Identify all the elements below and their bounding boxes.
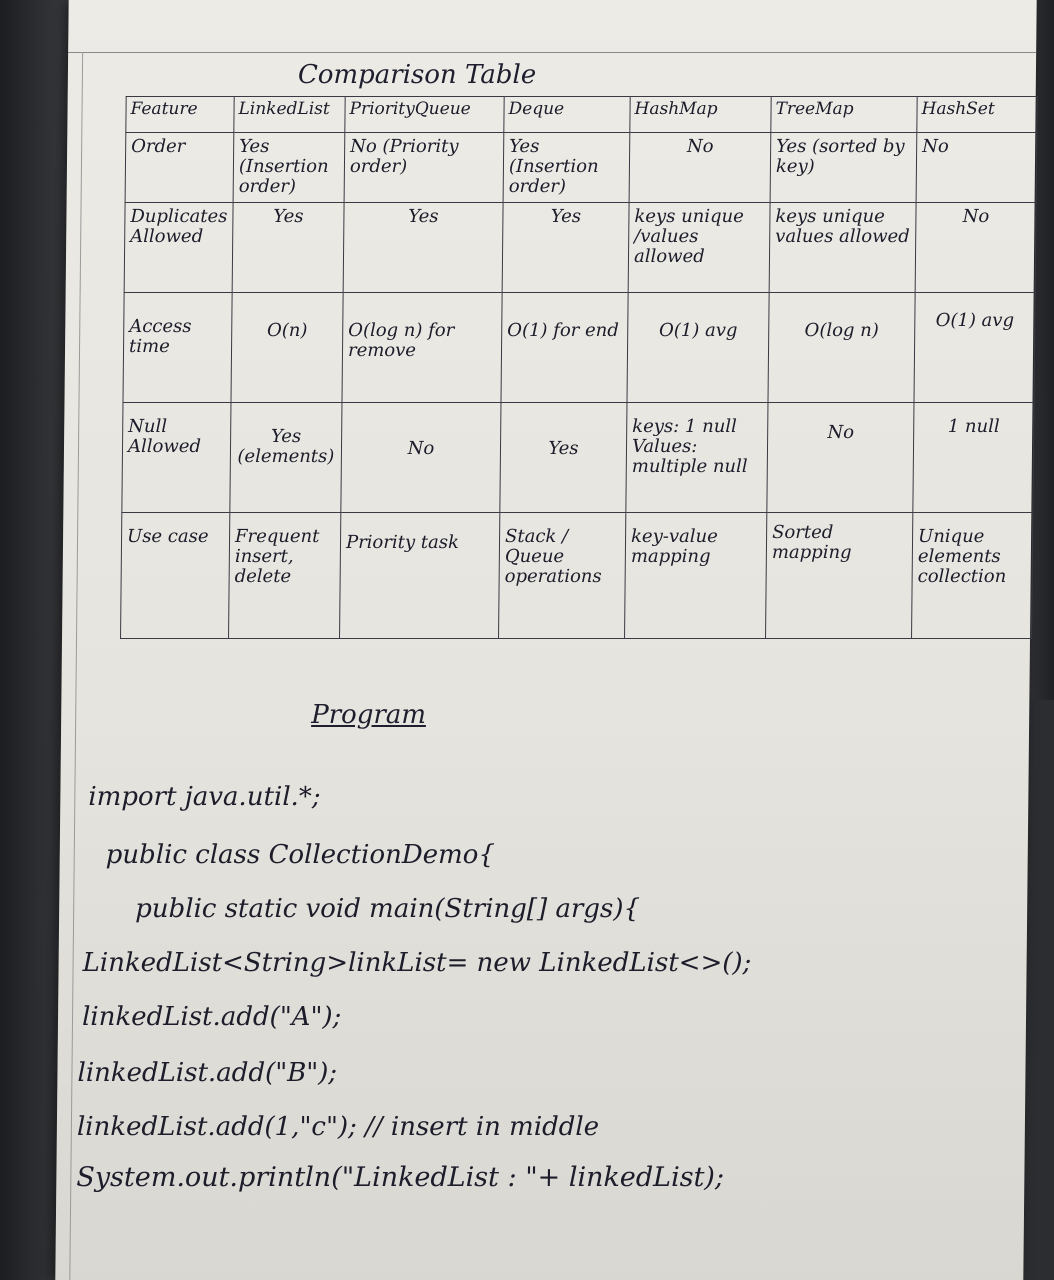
row-feature: Null Allowed	[122, 403, 231, 513]
table-row	[121, 513, 1033, 639]
row-feature: Use case	[121, 513, 230, 639]
table-cell: O(1) avg	[627, 293, 769, 403]
header-treemap: TreeMap	[771, 97, 917, 133]
code-line: linkedList.add("A");	[81, 1002, 342, 1032]
table-cell: Yes (Insertion order)	[233, 133, 345, 203]
table-cell: O(n)	[231, 293, 343, 403]
comparison-table	[120, 96, 1038, 639]
table-cell: No (Priority order)	[344, 133, 504, 203]
row-feature: Order	[125, 133, 234, 203]
table-cell: Yes	[500, 403, 627, 513]
code-line: import java.util.*;	[88, 782, 321, 812]
code-line: LinkedList<String>linkList= new LinkedList<>();	[82, 948, 752, 978]
header-linkedlist: LinkedList	[234, 97, 345, 133]
table-cell: Priority task	[340, 513, 500, 639]
table-cell: Yes	[502, 203, 629, 293]
table-cell: keys: 1 null Values: multiple null	[626, 403, 768, 513]
row-feature: Duplicates Allowed	[124, 203, 233, 293]
table-cell: Yes	[232, 203, 344, 293]
margin-line	[69, 52, 83, 1280]
table-cell: Stack / Queue operations	[499, 513, 626, 639]
header-hashmap: HashMap	[630, 97, 771, 133]
table-cell: Yes (elements)	[230, 403, 342, 513]
table-cell: No	[341, 403, 501, 513]
code-line: public class CollectionDemo{	[105, 840, 496, 870]
table-cell: 1 null	[913, 403, 1034, 513]
row-feature: Access time	[123, 293, 232, 403]
table-cell: Unique elements collection	[912, 513, 1033, 639]
table-cell: Sorted mapping	[766, 513, 913, 639]
table-cell: No	[767, 403, 914, 513]
table-cell: O(log n)	[768, 293, 915, 403]
table-cell: O(1) avg	[914, 293, 1035, 403]
table-cell: Yes	[343, 203, 503, 293]
table-row	[125, 133, 1037, 203]
code-line: public static void main(String[] args){	[135, 894, 641, 924]
table-cell: Yes (Insertion order)	[503, 133, 630, 203]
table-cell: keys unique values allowed	[769, 203, 916, 293]
header-feature: Feature	[126, 97, 234, 133]
table-cell: No	[916, 133, 1037, 203]
code-line: linkedList.add(1,"c"); // insert in middle	[76, 1112, 600, 1142]
program-heading: Program	[311, 700, 427, 730]
code-line: linkedList.add("B");	[77, 1058, 338, 1088]
header-deque: Deque	[504, 97, 630, 133]
table-cell: No	[915, 203, 1036, 293]
table-cell: keys unique /values allowed	[628, 203, 770, 293]
page-title: Comparison Table	[297, 60, 537, 90]
notebook-page	[55, 0, 1036, 1280]
header-priorityqueue: PriorityQueue	[345, 97, 504, 133]
table-cell: O(1) for end	[501, 293, 628, 403]
header-hashset: HashSet	[917, 97, 1037, 133]
table-header-row	[126, 97, 1037, 133]
table-cell: Frequent insert, delete	[229, 513, 341, 639]
top-rule	[68, 52, 1036, 53]
table-cell: O(log n) for remove	[342, 293, 502, 403]
code-line: System.out.println("LinkedList : "+ linkedList);	[76, 1162, 725, 1193]
table-cell: key-value mapping	[625, 513, 767, 639]
table-row	[122, 403, 1034, 513]
table-row	[124, 203, 1036, 293]
table-cell: Yes (sorted by key)	[770, 133, 917, 203]
table-row	[123, 293, 1035, 403]
table-cell: No	[629, 133, 771, 203]
